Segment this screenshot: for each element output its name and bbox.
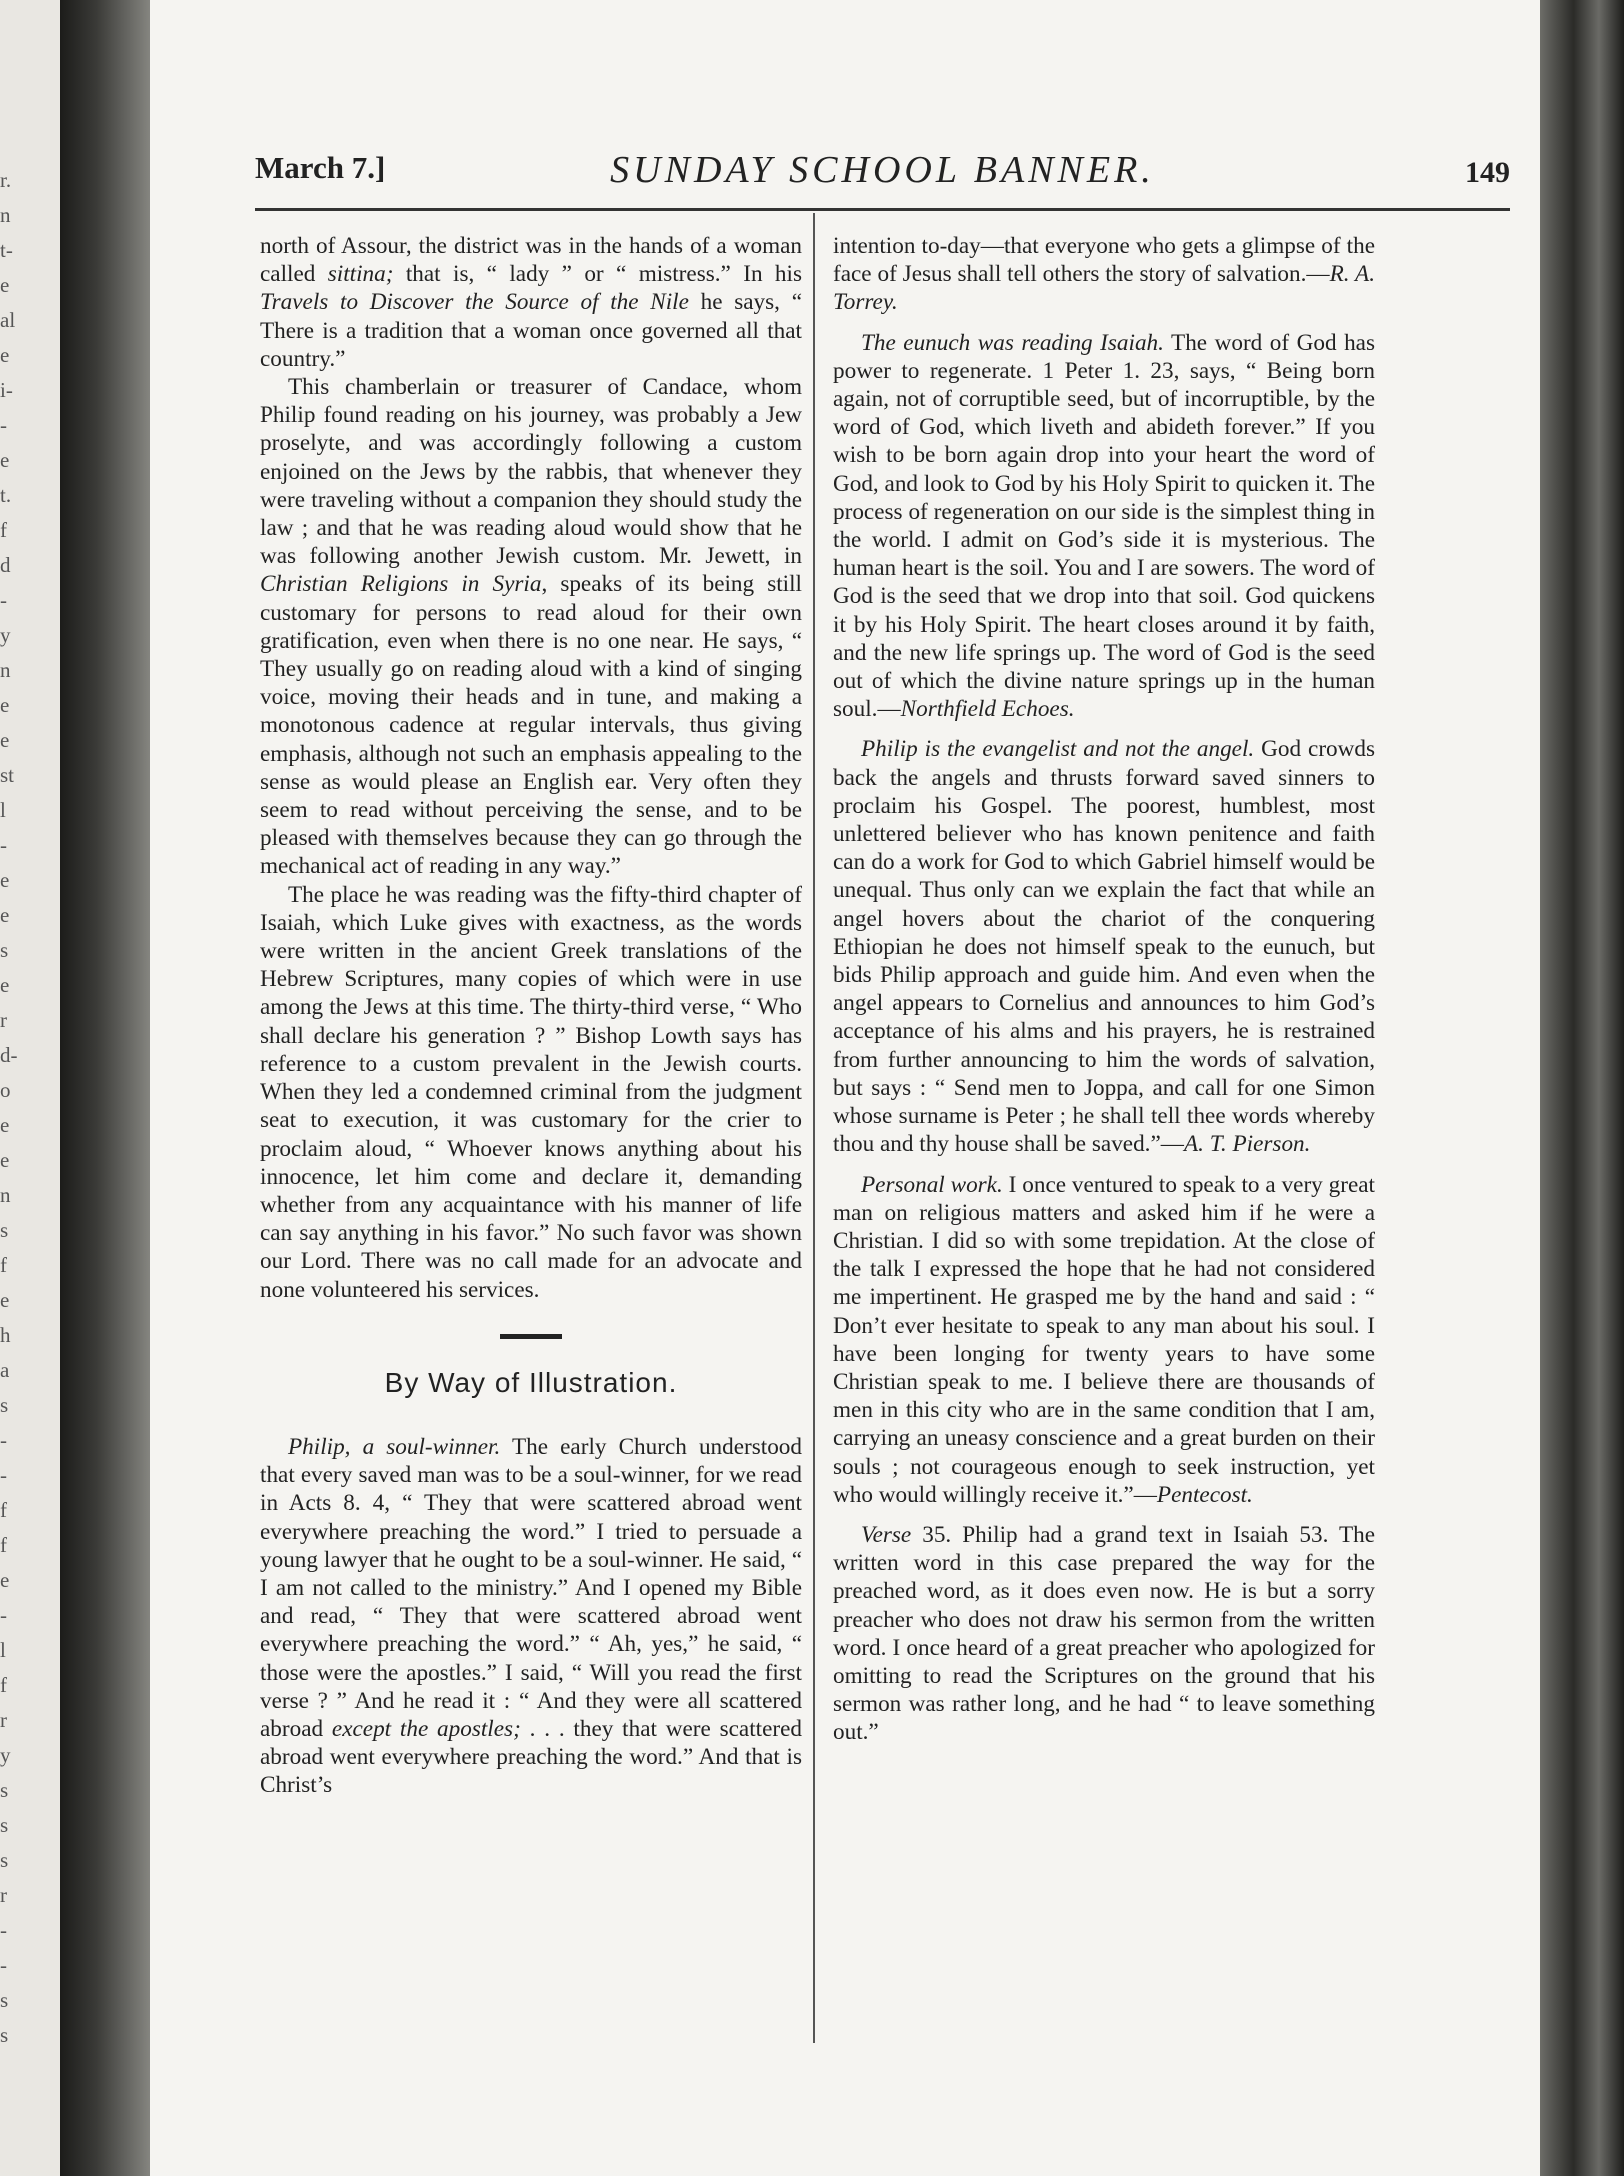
previous-page-letter: st <box>0 763 15 787</box>
previous-page-letter: s <box>0 1813 9 1837</box>
paragraph: The place he was reading was the fifty-third chapter of Isaiah, which Luke gives with exactness, as the words were written in the ancient Greek translations of the Hebrew Scriptures, many copies of which were in use among the Jews at this time. The thirty-third verse, “ Who shall declare his generation ? ” Bishop Lowth says has reference to a custom prevalent in the Jewish courts. When they led a condemned criminal from the judgment seat to execution, it was customary for the crier to proclaim aloud, “ Whoever knows anything about his innocence, let him come and declare it, demanding whether from any acquaintance with his manner of life can say anything in his favor.” No such favor was shown our Lord. There was no call made for an advocate and none volunteered his services. <box>260 881 802 1303</box>
header-title: SUNDAY SCHOOL BANNER. <box>610 149 1155 191</box>
page-number: 149 <box>1465 156 1510 189</box>
previous-page-letter: e <box>0 973 10 997</box>
previous-page-letter: e <box>0 1568 10 1592</box>
previous-page-letter: s <box>0 2023 9 2047</box>
previous-page-letter: f <box>0 1533 7 1557</box>
previous-page-letter: e <box>0 868 10 892</box>
previous-page-letter: n <box>0 1183 11 1207</box>
previous-page-letter: o <box>0 1078 11 1102</box>
previous-page-letter: e <box>0 903 10 927</box>
previous-page-letter: e <box>0 1113 10 1137</box>
paragraph: Philip, a soul-winner. The early Church understood that every saved man was to be a soul-winner, for we read in Acts 8. 4, “ They that were scattered abroad went everywhere preaching the word.” I tried to persuade a young lawyer that he ought to be a soul-winner. He said, “ I am not called to the ministry.” And I opened my Bible and read, “ They that were scattered abroad went everywhere preaching the word.” “ Ah, yes,” he said, “ those were the apostles.” I said, “ Will you read the first verse ? ” And he read it : “ And they were all scattered abroad except the apostles; . . . they that were scattered abroad went everywhere preaching the word.” And that is Christ’s <box>260 1433 802 1799</box>
previous-page-letter: t- <box>0 238 13 262</box>
header-date: March 7.] <box>255 150 386 185</box>
previous-page-letter: r. <box>0 168 12 192</box>
paragraph: Verse 35. Philip had a grand text in Isaiah 53. The written word in this case prepared the way for the preached word, as it does even now. He is but a sorry preacher who does not draw his sermon from the written word. I once heard of a great preacher who apologized for omitting to read the Scriptures on the ground that his sermon was rather long, and he had “ to leave something out.” <box>833 1521 1375 1746</box>
page <box>150 0 1540 2176</box>
section-divider <box>500 1334 562 1339</box>
previous-page-letter: d- <box>0 1043 18 1067</box>
previous-page-edge <box>0 0 60 2176</box>
previous-page-letter: n <box>0 658 11 682</box>
previous-page-letter: f <box>0 518 7 542</box>
previous-page-letter: r <box>0 1883 7 1907</box>
previous-page-letter: h <box>0 1323 11 1347</box>
running-header <box>255 148 1510 200</box>
previous-page-letter: f <box>0 1498 7 1522</box>
previous-page-letter: - <box>0 413 7 437</box>
previous-page-letter: e <box>0 343 10 367</box>
column-rule <box>813 213 815 2043</box>
previous-page-letter: e <box>0 448 10 472</box>
previous-page-letter: l <box>0 1638 6 1662</box>
previous-page-letter: al <box>0 308 16 332</box>
previous-page-letter: r <box>0 1008 7 1032</box>
paragraph: Personal work. I once ventured to speak to a very great man on religious matters and asked him if he were a Christian. I did so with some trepidation. At the close of the talk I expressed the hope that he had not considered me impertinent. He grasped me by the hand and said : “ Don’t ever hesitate to speak to any man about his soul. I have been longing for twenty years to have some Christian speak to me. I believe there are thousands of men in this city who are in the same condition that I am, carrying an uneasy conscience and a great burden on their souls ; not courageous enough to seek instruction, yet who would willingly receive it.”—Pentecost. <box>833 1171 1375 1508</box>
previous-page-letter: e <box>0 1148 10 1172</box>
previous-page-letter: f <box>0 1253 7 1277</box>
previous-page-letter: t. <box>0 483 12 507</box>
left-column <box>260 232 802 1800</box>
previous-page-letter: l <box>0 798 6 822</box>
previous-page-letter: - <box>0 833 7 857</box>
previous-page-letter: r <box>0 1708 7 1732</box>
page-stack-edge <box>1540 0 1624 2176</box>
previous-page-letter: n <box>0 203 11 227</box>
right-column <box>833 232 1375 1747</box>
previous-page-letter: y <box>0 1743 11 1767</box>
previous-page-letter: - <box>0 1428 7 1452</box>
previous-page-letter: d <box>0 553 11 577</box>
previous-page-letter: s <box>0 1988 9 2012</box>
previous-page-letter: - <box>0 1463 7 1487</box>
section-heading: By Way of Illustration. <box>384 1366 678 1398</box>
paragraph: The eunuch was reading Isaiah. The word of God has power to regenerate. 1 Peter 1. 23, says, “ Being born again, not of corruptible seed, but of incorruptible, by the word of God, which liveth and abideth forever.” If you wish to be born again drop into your heart the word of God, and look to God by his Holy Spirit to quicken it. The process of regeneration on our side is the simplest thing in the world. I admit on God’s side it is mysterious. The human heart is the soil. You and I are sowers. The word of God is the seed that we drop into that soil. God quickens it by his Holy Spirit. The heart closes around it by faith, and the new life springs up. The word of God is the seed out of which the divine nature springs up in the human soul.—Northfield Echoes. <box>833 329 1375 723</box>
paragraph: intention to-day—that everyone who gets a glimpse of the face of Jesus shall tell others the story of salvation.—R. A. Torrey. <box>833 233 1375 316</box>
previous-page-letter: - <box>0 1918 7 1942</box>
book-gutter <box>60 0 150 2176</box>
previous-page-letter: e <box>0 728 10 752</box>
previous-page-letter: s <box>0 1778 9 1802</box>
paragraph: north of Assour, the district was in the hands of a woman called sittina; that is, “ lady ” or “ mistress.” In his Travels to Discover the Source of the Nile he says, “ There is a tradition that a woman once governed all that country.” <box>260 233 802 372</box>
previous-page-letter: e <box>0 1288 10 1312</box>
previous-page-letter: s <box>0 1393 9 1417</box>
previous-page-letters <box>0 160 24 2050</box>
previous-page-letter: f <box>0 1673 7 1697</box>
previous-page-letter: s <box>0 1848 9 1872</box>
previous-page-letter: i- <box>0 378 13 402</box>
header-rule <box>255 208 1510 211</box>
previous-page-letter: a <box>0 1358 10 1382</box>
previous-page-letter: - <box>0 1603 7 1627</box>
previous-page-letter: - <box>0 1953 7 1977</box>
previous-page-letter: s <box>0 1218 9 1242</box>
previous-page-letter: e <box>0 273 10 297</box>
paragraph: Philip is the evangelist and not the angel. God crowds back the angels and thrusts forward saved sinners to proclaim his Gospel. The poorest, humblest, most unlettered believer who has known penitence and faith can do a work for God to which Gabriel himself would be unequal. Thus only can we explain the fact that while an angel hovers about the chariot of the conquering Ethiopian he does not himself speak to the eunuch, but bids Philip approach and guide him. And even when the angel appears to Cornelius and announces to him God’s acceptance of his alms and his prayers, he is restrained from further announcing to him the words of salvation, but says : “ Send men to Joppa, and call for one Simon whose surname is Peter ; he shall tell thee words whereby thou and thy house shall be saved.”—A. T. Pierson. <box>833 736 1376 1158</box>
previous-page-letter: s <box>0 938 9 962</box>
previous-page-letter: - <box>0 588 7 612</box>
previous-page-letter: e <box>0 693 10 717</box>
previous-page-letter: y <box>0 623 11 647</box>
paragraph: This chamberlain or treasurer of Candace, whom Philip found reading on his journey, was probably a Jew proselyte, and was accordingly following a custom enjoined on the Jews by the rabbis, that whenever they were traveling without a companion they should study the law ; and that he was reading aloud would show that he was following another Jewish custom. Mr. Jewett, in Christian Religions in Syria, speaks of its being still customary for persons to read aloud for their own gratification, even when there is no one near. He says, “ They usually go on reading aloud with a kind of singing voice, moving their heads and in tune, and making a monotonous cadence at regular intervals, thus giving emphasis, although not such an emphasis appealing to the sense as would please an English ear. Very often they seem to read without perceiving the sense, and to be pleased with themselves because they can go through the mechanical act of reading in any way.” <box>260 374 802 880</box>
